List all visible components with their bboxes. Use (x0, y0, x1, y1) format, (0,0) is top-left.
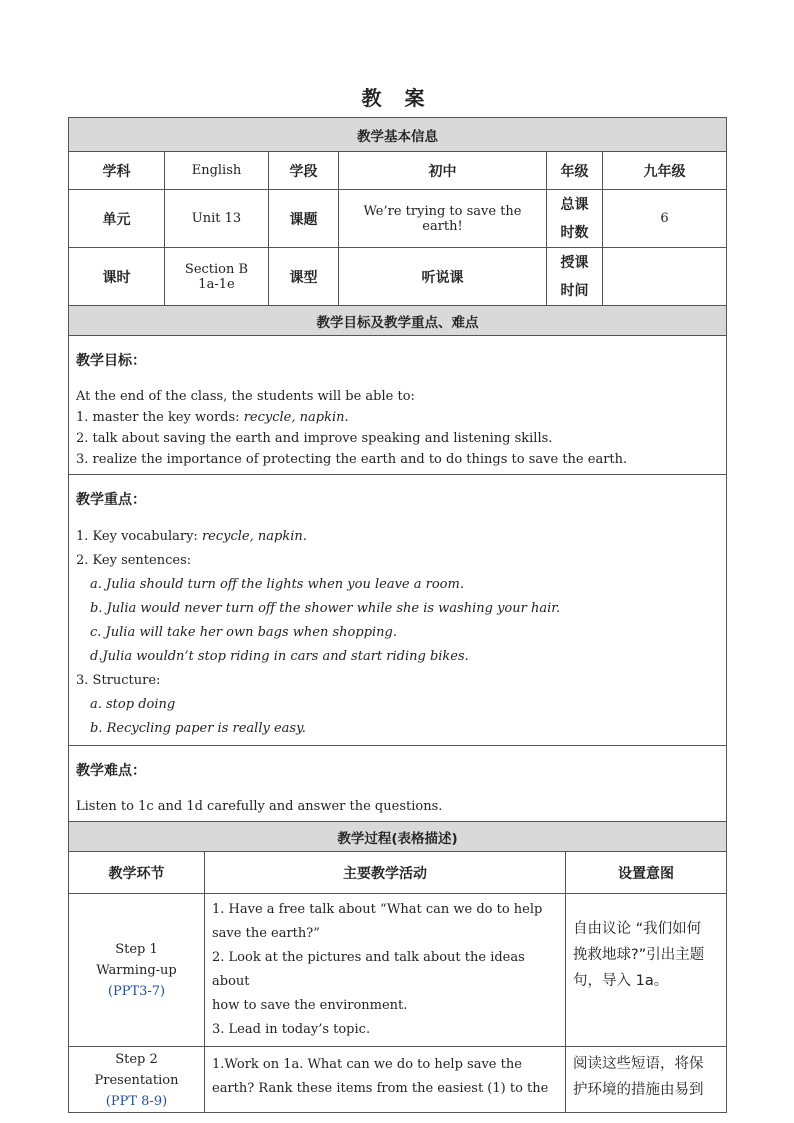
purpose-line: 阅读这些短语，将保 (573, 1056, 704, 1072)
topic-value (339, 190, 547, 248)
step-number: Step 2 (115, 1052, 158, 1067)
col-purpose-header: 设置意图 (566, 852, 727, 894)
stage-label: 学段 (269, 152, 339, 190)
document-title: 教 案 (361, 86, 433, 110)
key-sentence: d.Julia wouldn’t stop riding in cars and start riding bikes. (90, 649, 469, 664)
topic-line-1: We’re trying to save the (363, 203, 522, 219)
objective-1-text: 1. master the key words: (76, 410, 244, 425)
activity-line: 3. Lead in today’s topic. (212, 1022, 371, 1037)
activity-line: 1.Work on 1a. What can we do to help save the (212, 1057, 522, 1072)
process-table (68, 821, 727, 1113)
total-hours-label-2: 时数 (560, 224, 589, 241)
key-vocabulary-end: . (302, 529, 307, 544)
period-line-2: 1a-1e (198, 276, 235, 292)
structure-item: b. Recycling paper is really easy. (90, 721, 306, 736)
activity-cell (205, 1047, 566, 1113)
period-label: 课时 (69, 248, 165, 306)
grade-label: 年级 (547, 152, 603, 190)
step-name: Presentation (94, 1073, 179, 1088)
activity-cell (205, 894, 566, 1047)
grade-value: 九年级 (603, 152, 727, 190)
key-vocabulary-words: recycle, napkin (201, 529, 303, 544)
class-time-label (547, 248, 603, 306)
activity-line: save the earth?” (212, 926, 320, 941)
topic-label: 课题 (269, 190, 339, 248)
structure-item: a. stop doing (90, 697, 176, 712)
activity-line: earth? Rank these items from the easiest (1) to the (212, 1081, 549, 1096)
purpose-line: 护环境的措施由易到 (573, 1082, 704, 1098)
objective-1-end: . (344, 410, 349, 425)
type-label: 课型 (269, 248, 339, 306)
stage-value: 初中 (339, 152, 547, 190)
key-sentence: c. Julia will take her own bags when shopping. (90, 625, 398, 640)
period-line-1: Section B (184, 261, 249, 277)
key-sentences-label: 2. Key sentences: (76, 553, 192, 568)
class-time-value (603, 248, 727, 306)
step-cell (69, 1047, 205, 1113)
objectives-section (69, 336, 727, 475)
step-number: Step 1 (115, 941, 158, 957)
type-value: 听说课 (339, 248, 547, 306)
unit-label: 单元 (69, 190, 165, 248)
objective-item-1 (76, 407, 719, 428)
unit-value: Unit 13 (165, 190, 269, 248)
difficulty-text: Listen to 1c and 1d carefully and answer the questions. (76, 799, 443, 814)
total-hours-label (547, 190, 603, 248)
col-stage-header: 教学环节 (69, 852, 205, 894)
difficulty-section (69, 746, 727, 822)
step-ppt-ref: (PPT 8-9) (105, 1094, 168, 1109)
difficulty-heading: 教学难点： (76, 763, 146, 779)
objectives-heading: 教学目标： (76, 353, 146, 369)
col-activity-header: 主要教学活动 (205, 852, 566, 894)
total-hours-value: 6 (603, 190, 727, 248)
purpose-line: 自由议论 “我们如何 (573, 921, 702, 937)
objective-1-keywords: recycle, napkin (243, 410, 345, 425)
structure-label: 3. Structure: (76, 673, 161, 688)
objective-item-3: 3. realize the importance of protecting the earth and to do things to save the earth. (76, 452, 628, 467)
key-vocabulary (76, 525, 719, 549)
subject-value: English (165, 152, 269, 190)
key-vocabulary-label: 1. Key vocabulary: (76, 529, 202, 544)
key-sentence: a. Julia should turn off the lights when you leave a room. (90, 577, 464, 592)
key-sentence: b. Julia would never turn off the shower while she is washing your hair. (90, 601, 561, 616)
objective-item-2: 2. talk about saving the earth and improve speaking and listening skills. (76, 431, 553, 446)
subject-label: 学科 (69, 152, 165, 190)
purpose-line: 挽救地球?”引出主题 (573, 947, 705, 963)
total-hours-label-1: 总课 (560, 196, 589, 213)
step-ppt-ref: (PPT3-7) (107, 983, 166, 999)
purpose-cell (566, 894, 727, 1047)
activity-line: 1. Have a free talk about “What can we do to help (212, 902, 543, 917)
step-name: Warming-up (96, 962, 177, 978)
purpose-cell (566, 1047, 727, 1113)
purpose-line: 句，导入 1a。 (573, 973, 669, 989)
class-time-label-2: 时间 (560, 282, 589, 299)
activity-line: how to save the environment. (212, 998, 408, 1013)
basic-info-table (68, 117, 727, 822)
goals-header: 教学目标及教学重点、难点 (69, 306, 727, 336)
objectives-intro: At the end of the class, the students will be able to: (76, 389, 415, 404)
step-cell (69, 894, 205, 1047)
activity-line: 2. Look at the pictures and talk about the ideas about (212, 950, 525, 989)
key-points-heading: 教学重点： (76, 492, 146, 508)
period-value (165, 248, 269, 306)
class-time-label-1: 授课 (560, 254, 589, 271)
key-points-section (69, 475, 727, 746)
basic-info-header: 教学基本信息 (69, 118, 727, 152)
lesson-plan-sheet (68, 117, 726, 1113)
process-header: 教学过程(表格描述) (69, 822, 727, 852)
topic-line-2: earth! (422, 218, 463, 234)
